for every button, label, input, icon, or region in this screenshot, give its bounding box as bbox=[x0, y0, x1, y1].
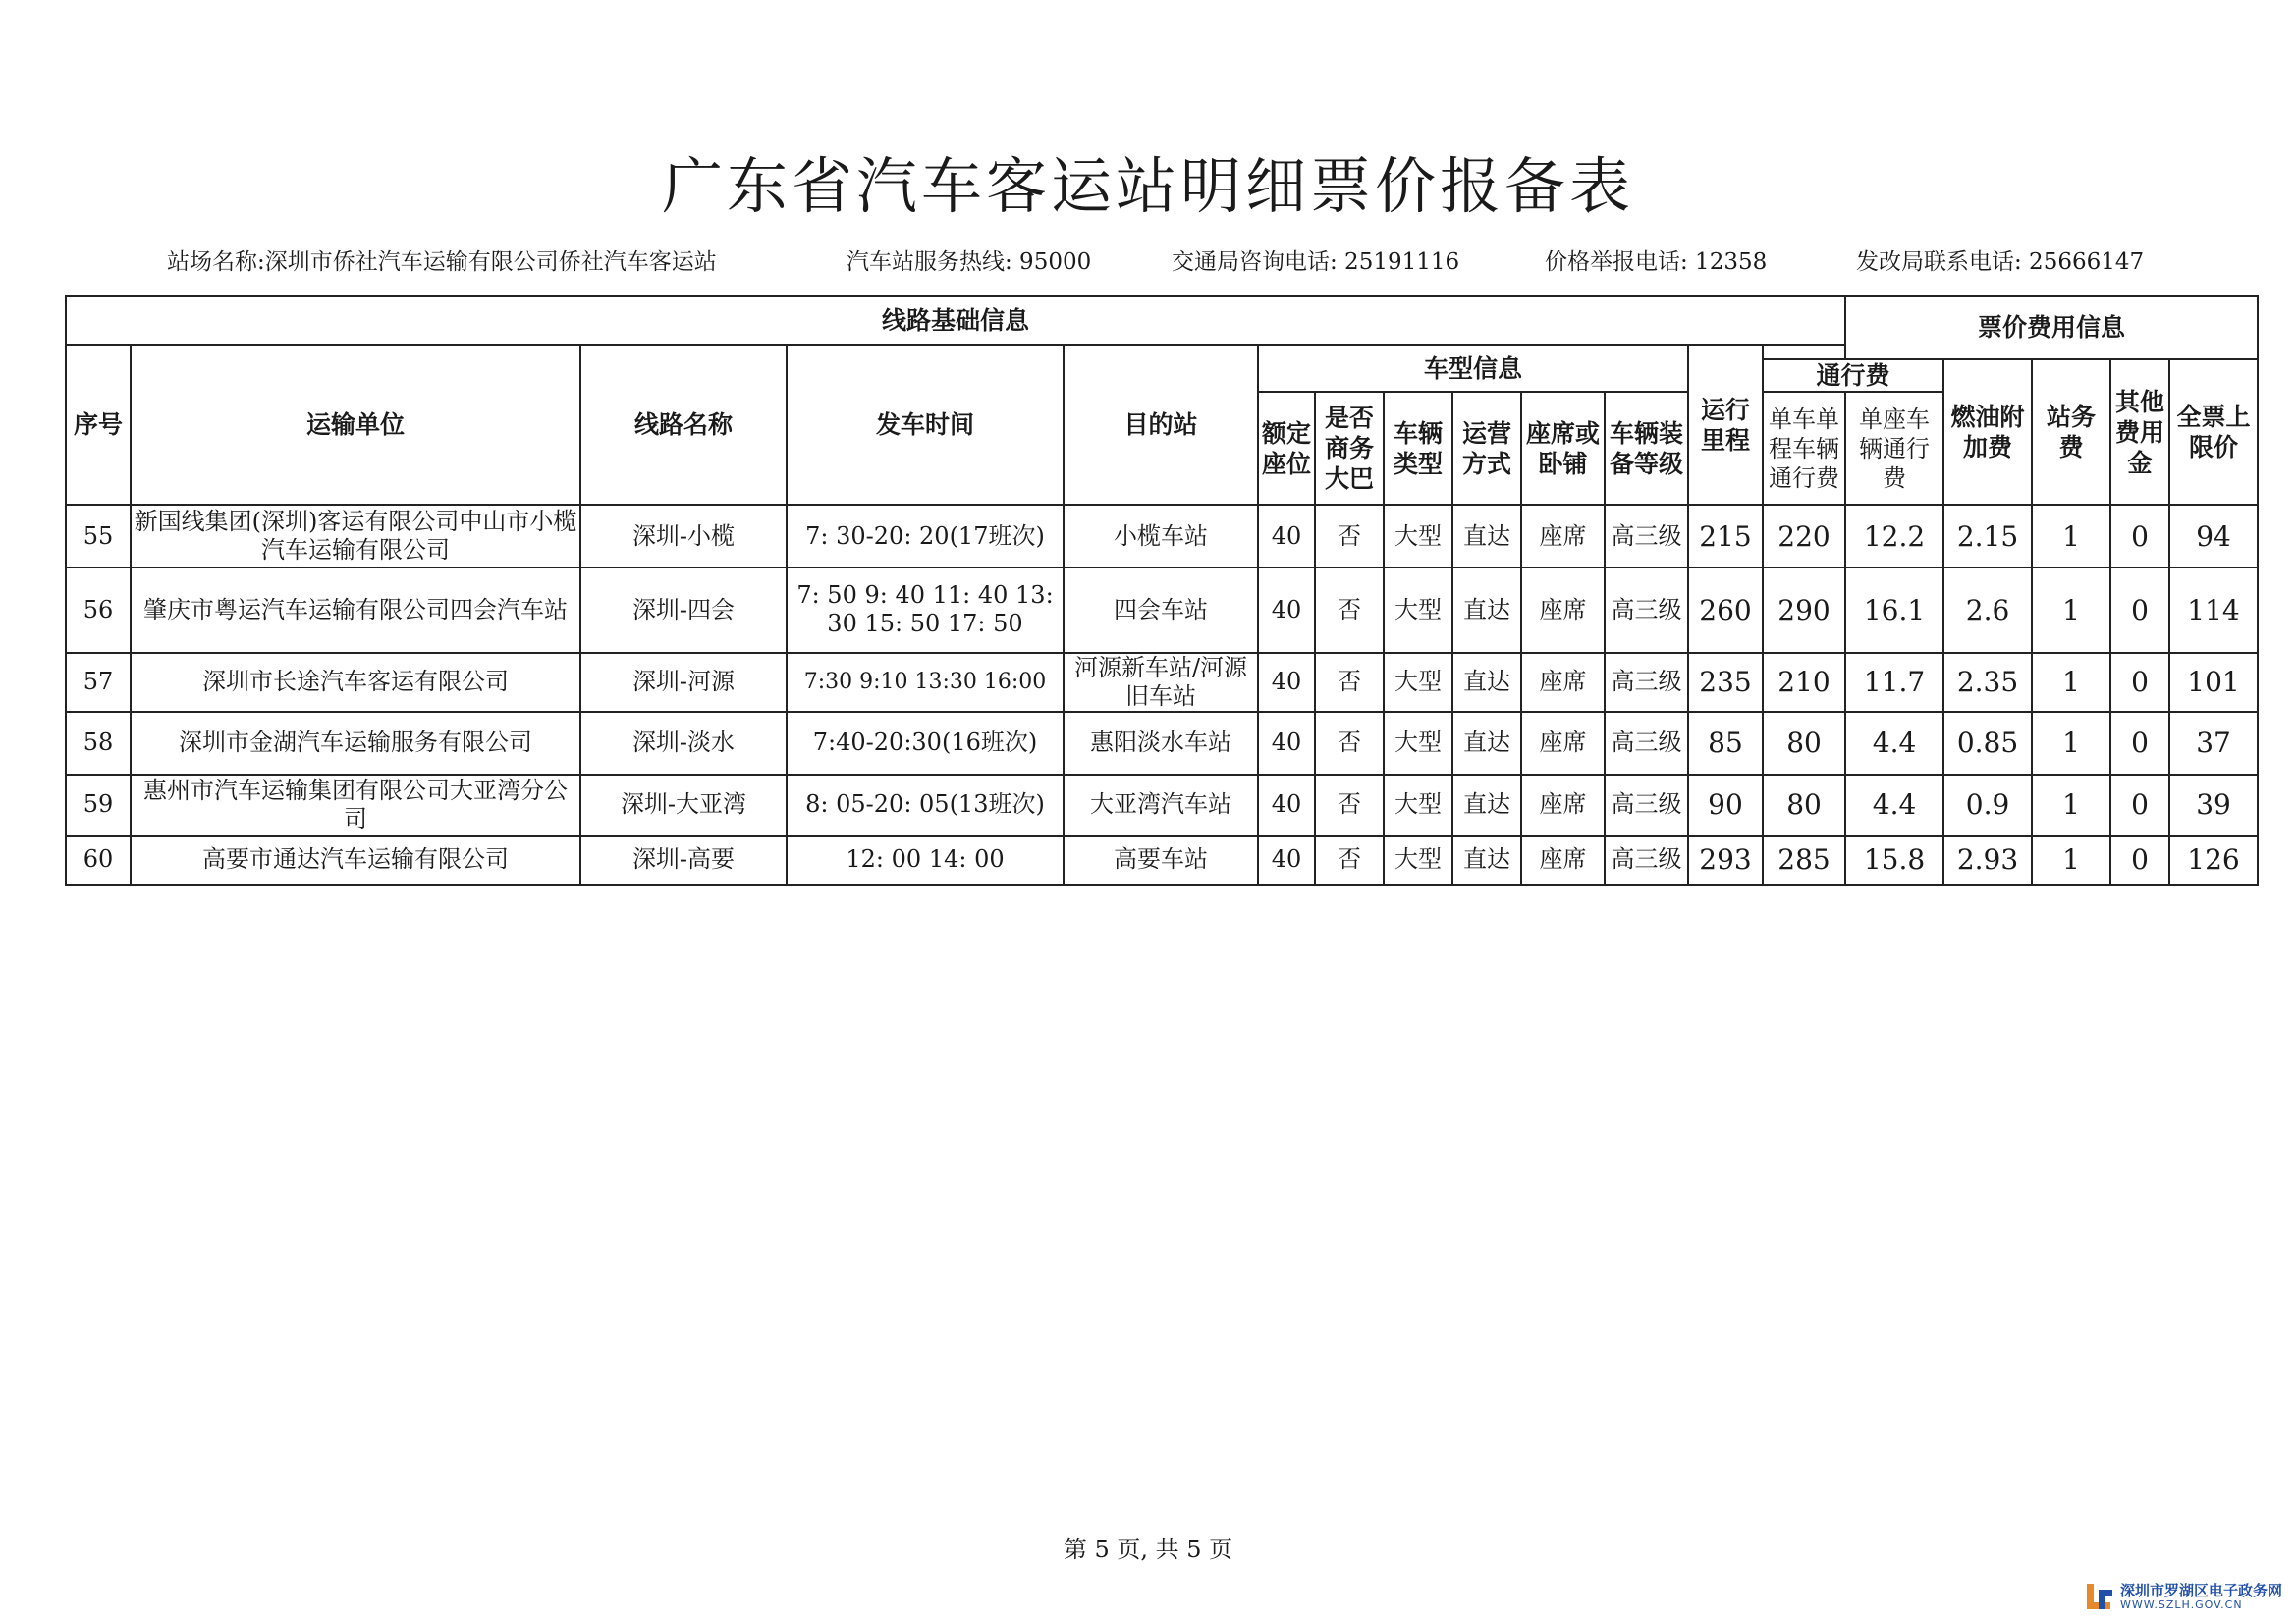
header-vtype: 车辆类型 bbox=[1384, 392, 1452, 505]
row-mileage: 85 bbox=[1688, 712, 1763, 775]
row-mileage: 260 bbox=[1688, 568, 1763, 652]
logo-url: WWW.SZLH.GOV.CN bbox=[2120, 1598, 2243, 1611]
header-fuel: 燃油附加费 bbox=[1943, 359, 2032, 505]
row-station-fee: 1 bbox=[2032, 568, 2110, 652]
row-toll-vehicle: 290 bbox=[1763, 568, 1845, 652]
price-report-phone: 价格举报电话: 12358 bbox=[1545, 249, 1768, 275]
row-toll-seat: 4.4 bbox=[1845, 775, 1943, 836]
row-seat-type: 座席 bbox=[1521, 653, 1605, 712]
header-seats: 额定座位 bbox=[1258, 392, 1315, 505]
route-info-header: 线路基础信息 bbox=[66, 296, 1845, 345]
page-title: 广东省汽车客运站明细票价报备表 bbox=[661, 150, 1634, 222]
page-number: 第 5 页, 共 5 页 bbox=[1063, 1536, 1233, 1563]
row-station-fee: 1 bbox=[2032, 653, 2110, 712]
row-mode: 直达 bbox=[1452, 712, 1521, 775]
row-station-fee: 1 bbox=[2032, 712, 2110, 775]
table-row bbox=[66, 836, 2258, 885]
row-mileage: 235 bbox=[1688, 653, 1763, 712]
row-depart: 7:30 9:10 13:30 16:00 bbox=[787, 653, 1064, 712]
row-business: 否 bbox=[1315, 775, 1384, 836]
header-station-fee: 站务费 bbox=[2032, 359, 2110, 505]
header-max-price: 全票上限价 bbox=[2169, 359, 2258, 505]
header-toll-vehicle: 单车单程车辆通行费 bbox=[1763, 392, 1845, 505]
table-row bbox=[66, 653, 2258, 712]
header-toll: 通行费 bbox=[1763, 359, 1943, 392]
row-max-price: 114 bbox=[2169, 568, 2258, 652]
row-max-price: 37 bbox=[2169, 712, 2258, 775]
header-seq: 序号 bbox=[66, 345, 131, 505]
row-toll-seat: 4.4 bbox=[1845, 712, 1943, 775]
row-depart: 7: 30-20: 20(17班次) bbox=[787, 505, 1064, 568]
header-other-fee: 其他费用金 bbox=[2110, 359, 2169, 505]
row-seats: 40 bbox=[1258, 505, 1315, 568]
vehicle-info-header: 车型信息 bbox=[1258, 345, 1688, 392]
row-vtype: 大型 bbox=[1384, 712, 1452, 775]
row-toll-vehicle: 80 bbox=[1763, 712, 1845, 775]
row-route: 深圳-河源 bbox=[580, 653, 787, 712]
row-max-price: 126 bbox=[2169, 836, 2258, 885]
row-seq: 59 bbox=[66, 775, 131, 836]
row-fuel: 2.15 bbox=[1943, 505, 2032, 568]
table-row bbox=[66, 505, 2258, 568]
service-hotline: 汽车站服务热线: 95000 bbox=[847, 249, 1092, 275]
row-vtype: 大型 bbox=[1384, 505, 1452, 568]
row-seq: 57 bbox=[66, 653, 131, 712]
transport-phone: 交通局咨询电话: 25191116 bbox=[1172, 249, 1460, 275]
ndrc-phone: 发改局联系电话: 25666147 bbox=[1856, 249, 2145, 275]
table-row bbox=[66, 712, 2258, 775]
row-toll-seat: 15.8 bbox=[1845, 836, 1943, 885]
row-seq: 55 bbox=[66, 505, 131, 568]
header-business: 是否商务大巴 bbox=[1315, 392, 1384, 505]
row-seat-type: 座席 bbox=[1521, 568, 1605, 652]
row-other: 0 bbox=[2110, 775, 2169, 836]
row-depart: 12: 00 14: 00 bbox=[787, 836, 1064, 885]
row-seat-type: 座席 bbox=[1521, 836, 1605, 885]
szlh-logo-icon bbox=[2085, 1580, 2114, 1613]
row-mode: 直达 bbox=[1452, 568, 1521, 652]
header-route: 线路名称 bbox=[580, 345, 787, 505]
row-max-price: 101 bbox=[2169, 653, 2258, 712]
row-depart: 7:40-20:30(16班次) bbox=[787, 712, 1064, 775]
logo-name: 深圳市罗湖区电子政务网 bbox=[2120, 1582, 2283, 1599]
row-seat-type: 座席 bbox=[1521, 505, 1605, 568]
row-mode: 直达 bbox=[1452, 653, 1521, 712]
row-max-price: 94 bbox=[2169, 505, 2258, 568]
row-other: 0 bbox=[2110, 505, 2169, 568]
row-station-fee: 1 bbox=[2032, 505, 2110, 568]
row-seat-type: 座席 bbox=[1521, 775, 1605, 836]
row-fuel: 0.9 bbox=[1943, 775, 2032, 836]
row-vtype: 大型 bbox=[1384, 653, 1452, 712]
row-grade: 高三级 bbox=[1605, 505, 1688, 568]
row-seq: 60 bbox=[66, 836, 131, 885]
row-route: 深圳-淡水 bbox=[580, 712, 787, 775]
header-mode: 运营方式 bbox=[1452, 392, 1521, 505]
row-depart: 8: 05-20: 05(13班次) bbox=[787, 775, 1064, 836]
row-fuel: 2.93 bbox=[1943, 836, 2032, 885]
row-grade: 高三级 bbox=[1605, 836, 1688, 885]
header-company: 运输单位 bbox=[131, 345, 580, 505]
row-company: 新国线集团(深圳)客运有限公司中山市小榄汽车运输有限公司 bbox=[131, 505, 580, 568]
header-depart: 发车时间 bbox=[787, 345, 1064, 505]
row-dest: 高要车站 bbox=[1064, 836, 1258, 885]
row-grade: 高三级 bbox=[1605, 775, 1688, 836]
row-seats: 40 bbox=[1258, 775, 1315, 836]
szlh-logo bbox=[2085, 1580, 2281, 1615]
row-route: 深圳-大亚湾 bbox=[580, 775, 787, 836]
row-dest: 大亚湾汽车站 bbox=[1064, 775, 1258, 836]
table-row bbox=[66, 568, 2258, 652]
row-business: 否 bbox=[1315, 568, 1384, 652]
row-route: 深圳-四会 bbox=[580, 568, 787, 652]
row-fuel: 2.35 bbox=[1943, 653, 2032, 712]
row-company: 深圳市长途汽车客运有限公司 bbox=[131, 653, 580, 712]
row-vtype: 大型 bbox=[1384, 775, 1452, 836]
fare-info-header: 票价费用信息 bbox=[1845, 296, 2258, 359]
row-grade: 高三级 bbox=[1605, 653, 1688, 712]
row-seat-type: 座席 bbox=[1521, 712, 1605, 775]
header-grade: 车辆装备等级 bbox=[1605, 392, 1688, 505]
header-seat-type: 座席或卧铺 bbox=[1521, 392, 1605, 505]
header-toll-seat: 单座车辆通行费 bbox=[1845, 392, 1943, 505]
row-grade: 高三级 bbox=[1605, 712, 1688, 775]
station-name: 站场名称:深圳市侨社汽车运输有限公司侨社汽车客运站 bbox=[167, 249, 717, 275]
row-mode: 直达 bbox=[1452, 836, 1521, 885]
header-mileage: 运行里程 bbox=[1688, 345, 1763, 505]
row-mode: 直达 bbox=[1452, 505, 1521, 568]
row-business: 否 bbox=[1315, 836, 1384, 885]
row-toll-vehicle: 210 bbox=[1763, 653, 1845, 712]
row-vtype: 大型 bbox=[1384, 836, 1452, 885]
row-fuel: 0.85 bbox=[1943, 712, 2032, 775]
row-toll-vehicle: 285 bbox=[1763, 836, 1845, 885]
row-other: 0 bbox=[2110, 568, 2169, 652]
row-toll-vehicle: 220 bbox=[1763, 505, 1845, 568]
row-company: 惠州市汽车运输集团有限公司大亚湾分公司 bbox=[131, 775, 580, 836]
row-business: 否 bbox=[1315, 653, 1384, 712]
row-dest: 小榄车站 bbox=[1064, 505, 1258, 568]
row-dest: 四会车站 bbox=[1064, 568, 1258, 652]
row-mode: 直达 bbox=[1452, 775, 1521, 836]
row-fuel: 2.6 bbox=[1943, 568, 2032, 652]
row-company: 肇庆市粤运汽车运输有限公司四会汽车站 bbox=[131, 568, 580, 652]
row-max-price: 39 bbox=[2169, 775, 2258, 836]
info-row bbox=[0, 243, 2296, 283]
row-business: 否 bbox=[1315, 505, 1384, 568]
row-seats: 40 bbox=[1258, 568, 1315, 652]
row-toll-seat: 16.1 bbox=[1845, 568, 1943, 652]
row-other: 0 bbox=[2110, 712, 2169, 775]
row-route: 深圳-小榄 bbox=[580, 505, 787, 568]
row-toll-seat: 12.2 bbox=[1845, 505, 1943, 568]
row-seats: 40 bbox=[1258, 836, 1315, 885]
row-business: 否 bbox=[1315, 712, 1384, 775]
row-mileage: 215 bbox=[1688, 505, 1763, 568]
row-other: 0 bbox=[2110, 653, 2169, 712]
row-mileage: 90 bbox=[1688, 775, 1763, 836]
row-toll-vehicle: 80 bbox=[1763, 775, 1845, 836]
row-company: 深圳市金湖汽车运输服务有限公司 bbox=[131, 712, 580, 775]
fare-table bbox=[65, 295, 2259, 886]
row-depart: 7: 50 9: 40 11: 40 13: 30 15: 50 17: 50 bbox=[787, 568, 1064, 652]
row-mileage: 293 bbox=[1688, 836, 1763, 885]
row-route: 深圳-高要 bbox=[580, 836, 787, 885]
row-seats: 40 bbox=[1258, 712, 1315, 775]
row-station-fee: 1 bbox=[2032, 775, 2110, 836]
row-vtype: 大型 bbox=[1384, 568, 1452, 652]
row-dest: 惠阳淡水车站 bbox=[1064, 712, 1258, 775]
row-grade: 高三级 bbox=[1605, 568, 1688, 652]
table-row bbox=[66, 775, 2258, 836]
row-station-fee: 1 bbox=[2032, 836, 2110, 885]
row-seq: 58 bbox=[66, 712, 131, 775]
header-dest: 目的站 bbox=[1064, 345, 1258, 505]
row-dest: 河源新车站/河源旧车站 bbox=[1064, 653, 1258, 712]
row-seq: 56 bbox=[66, 568, 131, 652]
row-other: 0 bbox=[2110, 836, 2169, 885]
row-seats: 40 bbox=[1258, 653, 1315, 712]
row-company: 高要市通达汽车运输有限公司 bbox=[131, 836, 580, 885]
row-toll-seat: 11.7 bbox=[1845, 653, 1943, 712]
